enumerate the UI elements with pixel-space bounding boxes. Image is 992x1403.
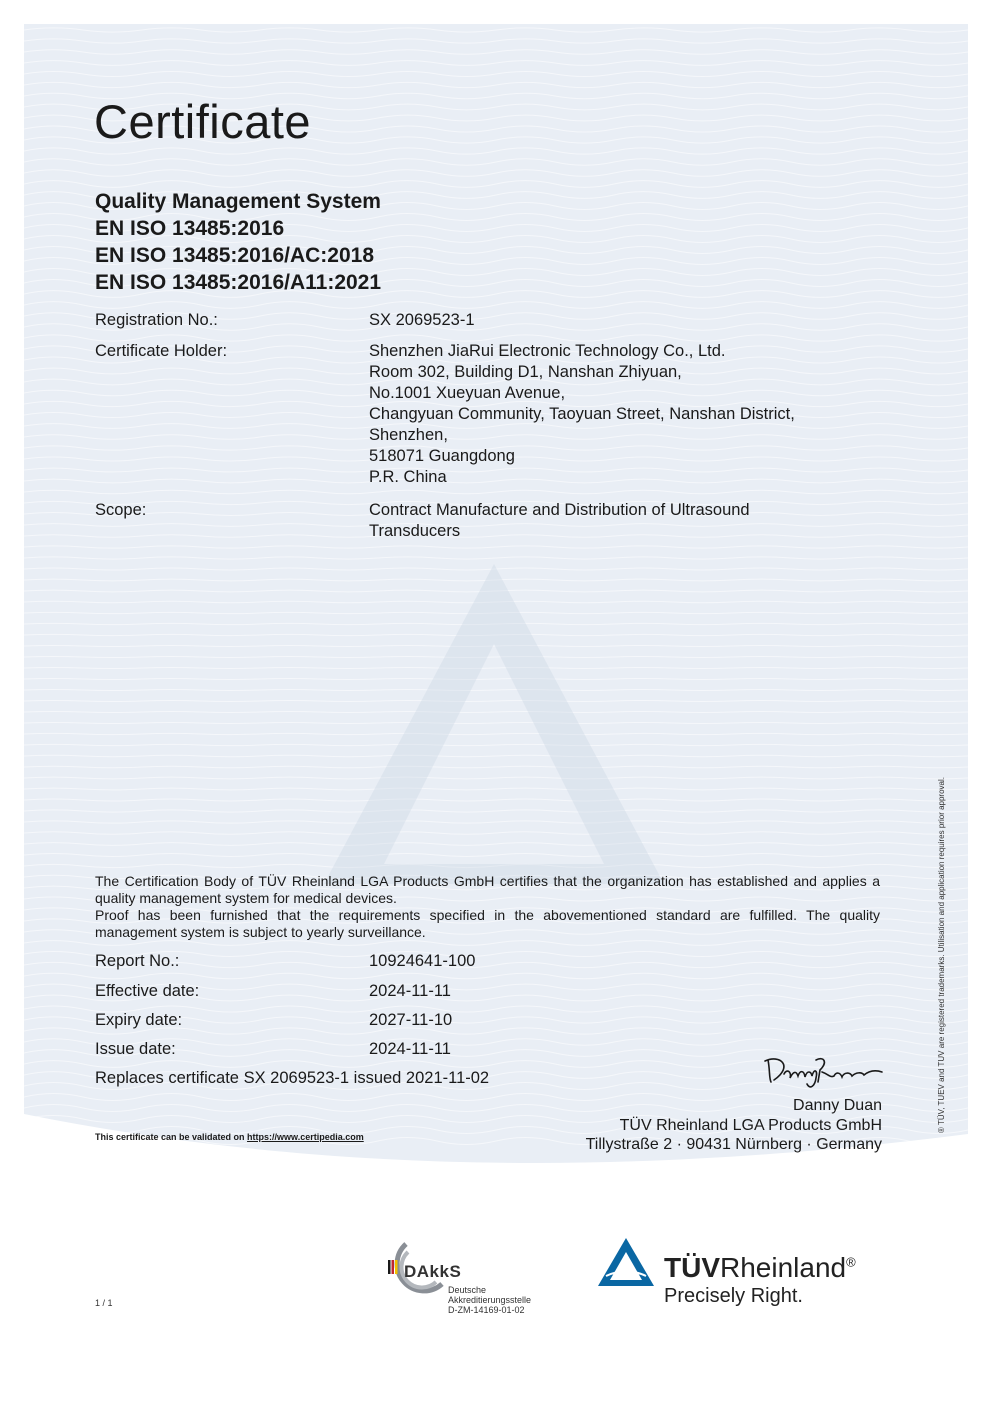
wave-line <box>24 766 968 768</box>
handwritten-signature <box>760 1050 888 1095</box>
signatory-name: Danny Duan <box>793 1097 882 1114</box>
scope-text <box>369 500 750 542</box>
holder-line: Shenzhen JiaRui Electronic Technology Co., Ltd. <box>369 342 726 360</box>
wave-line <box>24 854 968 857</box>
tuv-tagline: Precisely Right. <box>664 1285 803 1307</box>
wave-line <box>24 755 968 756</box>
wave-line <box>24 799 968 801</box>
scope-line: Transducers <box>369 522 461 540</box>
wave-line <box>24 678 968 679</box>
wave-line <box>24 490 968 493</box>
holder-address <box>369 341 795 488</box>
tuv-triangle-icon <box>596 1236 656 1288</box>
wave-line <box>24 159 968 166</box>
effective-date-label: Effective date: <box>95 982 200 1000</box>
certification-statement: The Certification Body of TÜV Rheinland LGA Products GmbH certifies that the organization has established and applies a quality management system for medical devices. <box>95 873 880 906</box>
issue-date-value: 2024-11-11 <box>369 1040 451 1058</box>
wave-line <box>24 973 968 978</box>
wave-line <box>24 71 968 76</box>
certipedia-link[interactable]: https://www.certipedia.com <box>247 1132 364 1142</box>
validation-note <box>95 1132 364 1142</box>
wave-line <box>24 667 968 668</box>
wave-line <box>24 546 968 548</box>
wave-line <box>24 777 968 779</box>
standard-line-1: EN ISO 13485:2016 <box>95 217 285 240</box>
wave-line <box>24 821 968 823</box>
wave-line <box>24 302 968 309</box>
signatory-block <box>586 1096 882 1155</box>
wave-line <box>24 50 968 55</box>
holder-line: 518071 Guangdong <box>369 447 515 465</box>
dakks-line: Deutsche <box>448 1285 487 1295</box>
wave-line <box>24 28 968 32</box>
wave-line <box>24 557 968 559</box>
dakks-wordmark: DAkkS <box>404 1262 462 1281</box>
wave-line <box>24 39 968 43</box>
holder-line: Room 302, Building D1, Nanshan Zhiyuan, <box>369 363 682 381</box>
wave-line <box>24 843 968 846</box>
holder-line: P.R. China <box>369 468 447 486</box>
dakks-line: Akkreditierungsstelle <box>448 1295 532 1305</box>
dakks-line: D-ZM-14169-01-02 <box>448 1305 525 1315</box>
wave-line <box>24 788 968 790</box>
standard-title: Quality Management System <box>95 190 381 213</box>
expiry-date-value: 2027-11-10 <box>369 1011 453 1029</box>
wave-line <box>24 832 968 835</box>
holder-line: Shenzhen, <box>369 426 448 444</box>
scope-line: Contract Manufacture and Distribution of Ultrasound <box>369 501 750 519</box>
trademark-sidenote: ® TÜV, TUEV and TUV are registered trademarks. Utilisation and application requires prior approval. <box>937 777 946 1133</box>
holder-label: Certificate Holder: <box>95 342 228 360</box>
holder-line: No.1001 Xueyuan Avenue, <box>369 384 566 402</box>
wave-line <box>24 689 968 690</box>
registration-value: SX 2069523-1 <box>369 311 475 329</box>
tuv-brand-regular: Rheinland <box>720 1252 847 1283</box>
replaces-note: Replaces certificate SX 2069523-1 issued 2021-11-02 <box>95 1069 490 1087</box>
dakks-caption <box>448 1285 531 1315</box>
wave-line <box>24 711 968 712</box>
wave-line <box>24 744 968 745</box>
certificate-title: Certificate <box>94 95 312 148</box>
registration-label: Registration No.: <box>95 311 218 329</box>
expiry-date-label: Expiry date: <box>95 1011 183 1029</box>
standard-line-2: EN ISO 13485:2016/AC:2018 <box>95 244 374 267</box>
standard-line-3: EN ISO 13485:2016/A11:2021 <box>95 271 382 294</box>
validation-prefix: This certificate can be validated on <box>95 1132 248 1142</box>
effective-date-value: 2024-11-11 <box>369 982 451 1000</box>
tuv-registered-mark: ® <box>846 1254 856 1270</box>
tuv-watermark-triangle <box>324 564 664 884</box>
tuv-wordmark <box>664 1252 856 1284</box>
tuv-brand-bold: TÜV <box>664 1252 720 1283</box>
wave-line <box>24 700 968 701</box>
scope-label: Scope: <box>95 501 147 519</box>
signatory-company: TÜV Rheinland LGA Products GmbH <box>619 1116 882 1134</box>
report-value: 10924641-100 <box>369 952 476 970</box>
report-label: Report No.: <box>95 952 180 970</box>
wave-line <box>24 181 968 188</box>
wave-line <box>24 941 968 946</box>
issue-date-label: Issue date: <box>95 1040 176 1058</box>
wave-line <box>24 656 968 657</box>
wave-line <box>24 810 968 812</box>
wave-line <box>24 82 968 87</box>
proof-statement: Proof has been furnished that the requirements specified in the abovementioned standard are fulfilled. The quality management system is subject to yearly surveillance. <box>95 907 880 940</box>
signatory-address: Tillystraße 2 · 90431 Nürnberg · Germany <box>585 1136 882 1153</box>
holder-line: Changyuan Community, Taoyuan Street, Nanshan District, <box>369 405 795 423</box>
page-number: 1 / 1 <box>95 1298 113 1308</box>
wave-line <box>24 722 968 723</box>
wave-line <box>24 733 968 734</box>
wave-line <box>24 61 968 66</box>
wave-line <box>24 170 968 177</box>
